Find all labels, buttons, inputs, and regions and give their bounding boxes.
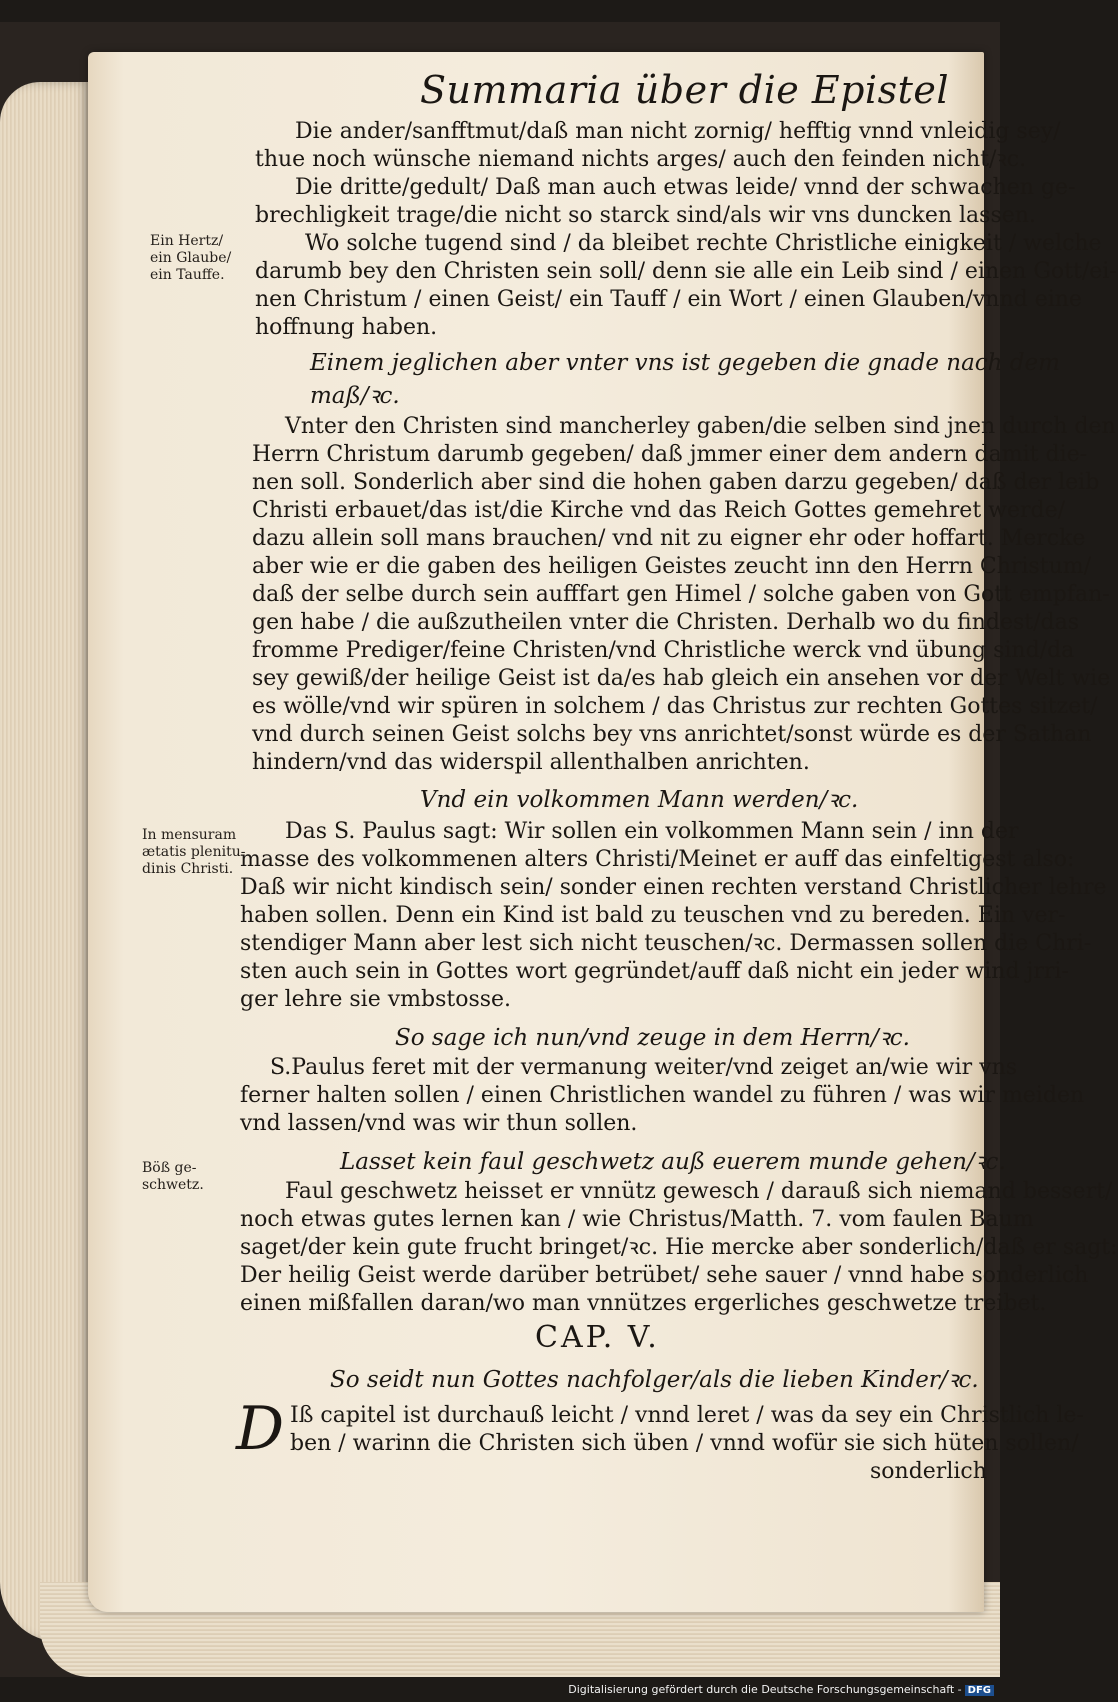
text-line: sten auch sein in Gottes wort gegründet/auff daß nicht ein jeder wind jrri-: [240, 959, 1069, 984]
lemma: So seidt nun Gottes nachfolger/als die lieben Kinder/ꝛc.: [330, 1367, 979, 1393]
margin-note: ein Tauffe.: [150, 267, 225, 283]
chapter-heading: CAP. V.: [535, 1320, 660, 1355]
lemma: Lasset kein faul geschwetz auß euerem munde gehen/ꝛc.: [340, 1149, 1006, 1175]
text-line: haben sollen. Denn ein Kind ist bald zu teuschen vnd zu bereden. Ein ver-: [240, 903, 1066, 928]
margin-note: schwetz.: [142, 1177, 204, 1193]
text-line: Das S. Paulus sagt: Wir sollen ein volkommen Mann sein / inn der: [285, 819, 1019, 844]
text-line: es wölle/vnd wir spüren in solchem / das Christus zur rechten Gottes sitzet/: [252, 694, 1098, 719]
margin-note: ætatis plenitu-: [142, 844, 246, 860]
credit-text: Digitalisierung gefördert durch die Deutsche Forschungsgemeinschaft -: [568, 1683, 962, 1696]
text-line: daß der selbe durch sein aufffart gen Himel / solche gaben von Gott empfan-: [252, 582, 1110, 607]
margin-note: In mensuram: [142, 827, 237, 843]
text-line: fromme Prediger/feine Christen/vnd Christliche werck vnd übung sind/da: [252, 638, 1075, 663]
text-line: einen mißfallen daran/wo man vnnützes ergerliches geschwetze treibet.: [240, 1291, 1047, 1316]
text-line: vnd lassen/vnd was wir thun sollen.: [240, 1111, 638, 1136]
text-line: Christi erbauet/das ist/die Kirche vnd das Reich Gottes gemehret werde/: [252, 498, 1066, 523]
text-line: saget/der kein gute frucht bringet/ꝛc. Hie mercke aber sonderlich/daß er sagt:: [240, 1235, 1118, 1260]
text-line: Wo solche tugend sind / da bleibet rechte Christliche einigkeit / welche: [305, 231, 1102, 256]
text-line: gen habe / die außzutheilen vnter die Christen. Derhalb wo du findest/das: [252, 610, 1080, 635]
text-line: Die dritte/gedult/ Daß man auch etwas leide/ vnnd der schwachen ge-: [295, 175, 1076, 200]
text-line: Der heilig Geist werde darüber betrübet/ sehe sauer / vnnd habe sonderlich: [240, 1263, 1089, 1288]
text-line: aber wie er die gaben des heiligen Geistes zeucht inn den Herrn Christum/: [252, 554, 1092, 579]
text-line: thue noch wünsche niemand nichts arges/ auch den feinden nicht/ꝛc.: [255, 147, 1027, 172]
text-line: dazu allein soll mans brauchen/ vnd nit zu eigner ehr oder hoffart. Mercke: [252, 526, 1086, 551]
text-line: ben / warinn die Christen sich üben / vnnd wofür sie sich hüten sollen/: [290, 1431, 1079, 1456]
lemma: Einem jeglichen aber vnter vns ist gegeben die gnade nach dem: [310, 350, 1060, 376]
text-line: nen Christum / einen Geist/ ein Tauff / ein Wort / einen Glauben/vnnd eine: [255, 287, 1082, 312]
page-edges-left: [0, 82, 92, 1642]
margin-note: ein Glaube/: [150, 250, 232, 266]
digitization-credit: [568, 1683, 994, 1696]
lemma: Vnd ein volkommen Mann werden/ꝛc.: [420, 787, 859, 813]
text-line: noch etwas gutes lernen kan / wie Christus/Matth. 7. vom faulen Baum: [240, 1207, 1034, 1232]
text-line: Iß capitel ist durchauß leicht / vnnd leret / was da sey ein Christlich le-: [290, 1403, 1084, 1428]
text-line: masse des volkommenen alters Christi/Meinet er auff das einfeltigest also:: [240, 847, 1075, 872]
lemma: So sage ich nun/vnd zeuge in dem Herrn/ꝛc.: [395, 1025, 910, 1051]
text-line: ferner halten sollen / einen Christlichen wandel zu führen / was wir meiden: [240, 1083, 1085, 1108]
dfg-logo: DFG: [965, 1685, 994, 1696]
running-head: Summaria über die Epistel: [420, 68, 949, 112]
text-line: sey gewiß/der heilige Geist ist da/es hab gleich ein ansehen vor der Welt wie: [252, 666, 1111, 691]
lemma: maß/ꝛc.: [310, 383, 400, 409]
text-line: nen soll. Sonderlich aber sind die hohen gaben darzu gegeben/ daß der leib: [252, 470, 1100, 495]
text-line: Daß wir nicht kindisch sein/ sonder einen rechten verstand Christlicher lehre: [240, 875, 1107, 900]
text-line: hoffnung haben.: [255, 315, 438, 340]
catchword: sonderlich: [870, 1459, 987, 1484]
text-line: stendiger Mann aber lest sich nicht teuschen/ꝛc. Dermassen sollen die Chri-: [240, 931, 1092, 956]
text-line: hindern/vnd das widerspil allenthalben anrichten.: [252, 750, 810, 775]
text-line: Die ander/sanfftmut/daß man nicht zornig/ hefftig vnnd vnleidig sey/: [295, 119, 1061, 144]
text-line: brechligkeit trage/die nicht so starck sind/als wir vns duncken lassen.: [255, 203, 1036, 228]
margin-note: Böß ge-: [142, 1160, 197, 1176]
margin-note: Ein Hertz/: [150, 233, 224, 249]
text-line: Herrn Christum darumb gegeben/ daß jmmer einer dem andern damit die-: [252, 442, 1088, 467]
text-line: Faul geschwetz heisset er vnnütz gewesch / darauß sich niemand bessert/: [285, 1179, 1113, 1204]
margin-note: dinis Christi.: [142, 861, 234, 877]
text-line: S.Paulus feret mit der vermanung weiter/vnd zeiget an/wie wir vns: [270, 1055, 1018, 1080]
text-line: ger lehre sie vmbstosse.: [240, 987, 512, 1012]
drop-cap: D: [236, 1394, 285, 1464]
text-line: Vnter den Christen sind mancherley gaben/die selben sind jnen durch den: [285, 414, 1116, 439]
text-line: vnd durch seinen Geist solchs bey vns anrichtet/sonst würde es der Sathan: [252, 722, 1092, 747]
text-line: darumb bey den Christen sein soll/ denn sie alle ein Leib sind / einen Gott/ei-: [255, 259, 1117, 284]
